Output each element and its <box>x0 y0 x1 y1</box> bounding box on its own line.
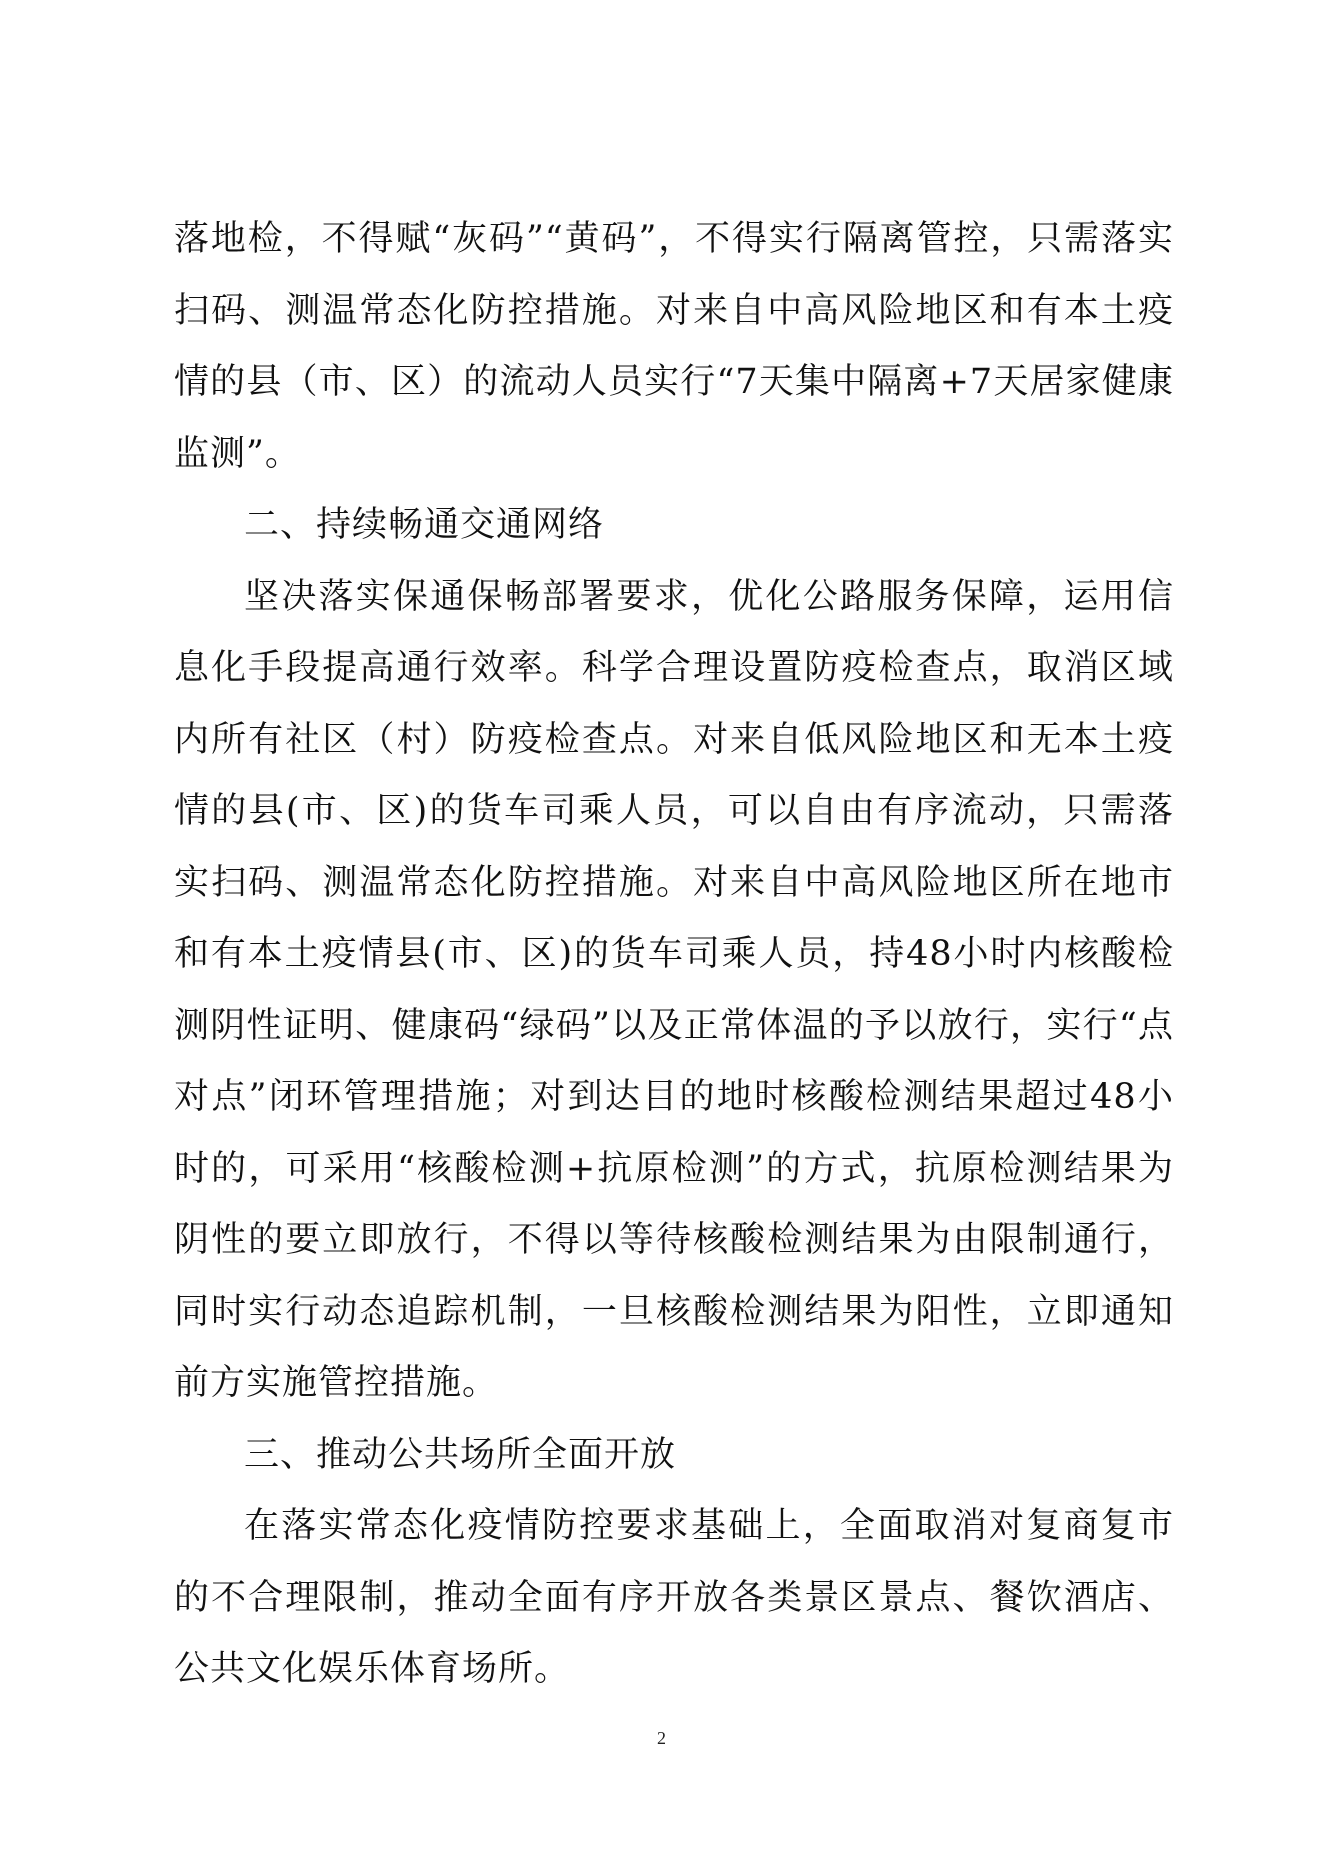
paragraph-traffic: 坚决落实保通保畅部署要求，优化公路服务保障，运用信息化手段提高通行效率。科学合理设置防疫检查点，取消区域内所有社区（村）防疫检查点。对来自低风险地区和无本土疫情的县(市、区)的货车司乘人员，可以自由有序流动，只需落实扫码、测温常态化防控措施。对来自中高风险地区所在地市和有本土疫情县(市、区)的货车司乘人员，持48小时内核酸检测阴性证明、健康码“绿码”以及正常体温的予以放行，实行“点对点”闭环管理措施；对到达目的地时核酸检测结果超过48小时的，可采用“核酸检测+抗原检测”的方式，抗原检测结果为阴性的要立即放行，不得以等待核酸检测结果为由限制通行，同时实行动态追踪机制，一旦核酸检测结果为阳性，立即通知前方实施管控措施。 <box>174 576 1174 1403</box>
paragraph-continuation: 落地检，不得赋“灰码”“黄码”，不得实行隔离管控，只需落实扫码、测温常态化防控措施。对来自中高风险地区和有本土疫情的县（市、区）的流动人员实行“7天集中隔离+7天居家健康监测”。 <box>174 219 1174 474</box>
paragraph-public-places: 在落实常态化疫情防控要求基础上，全面取消对复商复市的不合理限制，推动全面有序开放各类景区景点、餐饮酒店、公共文化娱乐体育场所。 <box>174 1506 1174 1689</box>
document-body <box>174 204 1174 1706</box>
page-number: 2 <box>657 1728 666 1748</box>
section-heading-2: 二、持续畅通交通网络 <box>244 505 605 545</box>
section-heading-3: 三、推动公共场所全面开放 <box>244 1434 677 1475</box>
